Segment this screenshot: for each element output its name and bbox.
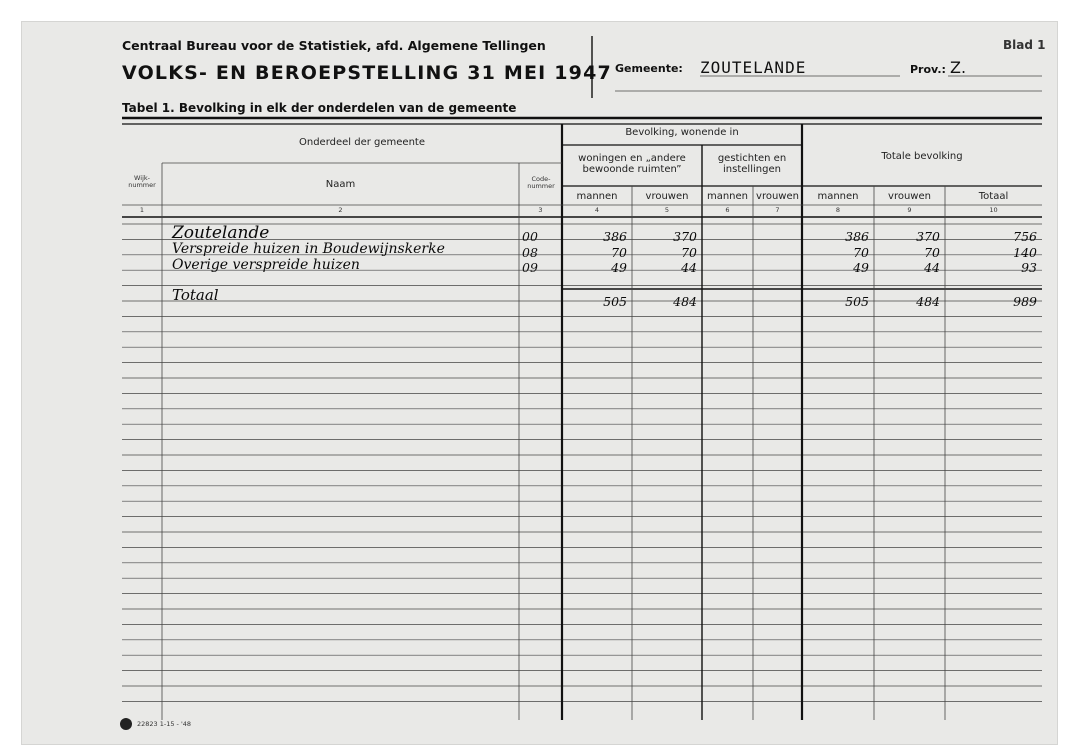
row-1-naam: Zoutelande xyxy=(172,223,270,243)
header-vrouwen-totaal: vrouwen xyxy=(888,191,931,202)
column-number-6: 6 xyxy=(725,206,730,214)
province-value: Z. xyxy=(950,58,967,77)
column-number-3: 3 xyxy=(538,206,543,214)
header-mannen-gestichten: mannen xyxy=(706,191,749,202)
row-2-w-mannen: 70 xyxy=(611,245,627,260)
row-3-naam: Overige verspreide huizen xyxy=(172,257,360,273)
municipality-label: Gemeente: xyxy=(615,62,683,75)
row-2-w-vrouwen: 70 xyxy=(681,245,697,260)
row-1-w-vrouwen: 370 xyxy=(673,229,697,244)
row-2-code: 08 xyxy=(522,245,538,260)
province-label: Prov.: xyxy=(910,63,946,76)
header-woningen: woningen en „andere bewoonde ruimten” xyxy=(578,153,686,175)
row-2-t-mannen: 70 xyxy=(853,245,869,260)
header-wijk: Wijk-nummer xyxy=(128,174,156,189)
printer-logo-icon xyxy=(120,718,132,730)
header-code: Code-nummer xyxy=(527,175,555,190)
organization-name: Centraal Bureau voor de Statistiek, afd. Algemene Tellingen xyxy=(122,38,546,53)
total-t-vrouwen: 484 xyxy=(916,294,940,309)
municipality-value: ZOUTELANDE xyxy=(700,58,807,77)
header-naam: Naam xyxy=(325,179,356,190)
row-1-totaal: 756 xyxy=(1013,229,1037,244)
column-number-4: 4 xyxy=(594,206,600,214)
row-3-code: 09 xyxy=(522,260,538,275)
form-footer-code: 22823 1-15 - '48 xyxy=(137,720,192,728)
row-3-w-mannen: 49 xyxy=(611,260,627,275)
total-row-naam: Totaal xyxy=(172,286,219,304)
row-2-naam: Verspreide huizen in Boudewijnskerke xyxy=(172,241,445,257)
row-3-w-vrouwen: 44 xyxy=(681,260,697,275)
form-title: VOLKS- EN BEROEPSTELLING 31 MEI 1947 xyxy=(122,62,612,84)
header-onderdeel: Onderdeel der gemeente xyxy=(298,137,425,148)
total-w-vrouwen: 484 xyxy=(673,294,697,309)
header-vrouwen-gestichten: vrouwen xyxy=(756,191,799,202)
header-totale-bevolking: Totale bevolking xyxy=(881,151,963,162)
total-w-mannen: 505 xyxy=(603,294,627,309)
header-mannen-woningen: mannen xyxy=(576,191,618,202)
header-bevolking-wonende: Bevolking, wonende in xyxy=(625,127,739,138)
header-vrouwen-woningen: vrouwen xyxy=(645,191,689,202)
column-number-5: 5 xyxy=(664,206,670,214)
sheet-number: Blad 1 xyxy=(1003,38,1046,52)
total-totaal: 989 xyxy=(1013,294,1037,309)
column-number-7: 7 xyxy=(775,206,780,214)
header-gestichten: gestichten en instellingen xyxy=(717,153,787,175)
row-3-t-vrouwen: 44 xyxy=(924,260,940,275)
row-1-w-mannen: 386 xyxy=(603,229,627,244)
row-1-t-vrouwen: 370 xyxy=(916,229,940,244)
row-1-code: 00 xyxy=(522,229,538,244)
row-3-t-mannen: 49 xyxy=(853,260,869,275)
column-number-1: 1 xyxy=(139,206,145,214)
column-number-9: 9 xyxy=(907,206,912,214)
total-t-mannen: 505 xyxy=(845,294,869,309)
column-number-8: 8 xyxy=(835,206,841,214)
header-totaal: Totaal xyxy=(978,191,1009,202)
row-3-totaal: 93 xyxy=(1021,260,1037,275)
row-1-t-mannen: 386 xyxy=(845,229,869,244)
row-2-t-vrouwen: 70 xyxy=(924,245,940,260)
row-2-totaal: 140 xyxy=(1013,245,1037,260)
header-mannen-totaal: mannen xyxy=(817,191,859,202)
table-title: Tabel 1. Bevolking in elk der onderdelen van de gemeente xyxy=(122,101,517,115)
column-number-2: 2 xyxy=(338,206,343,214)
column-number-10: 10 xyxy=(989,206,998,214)
